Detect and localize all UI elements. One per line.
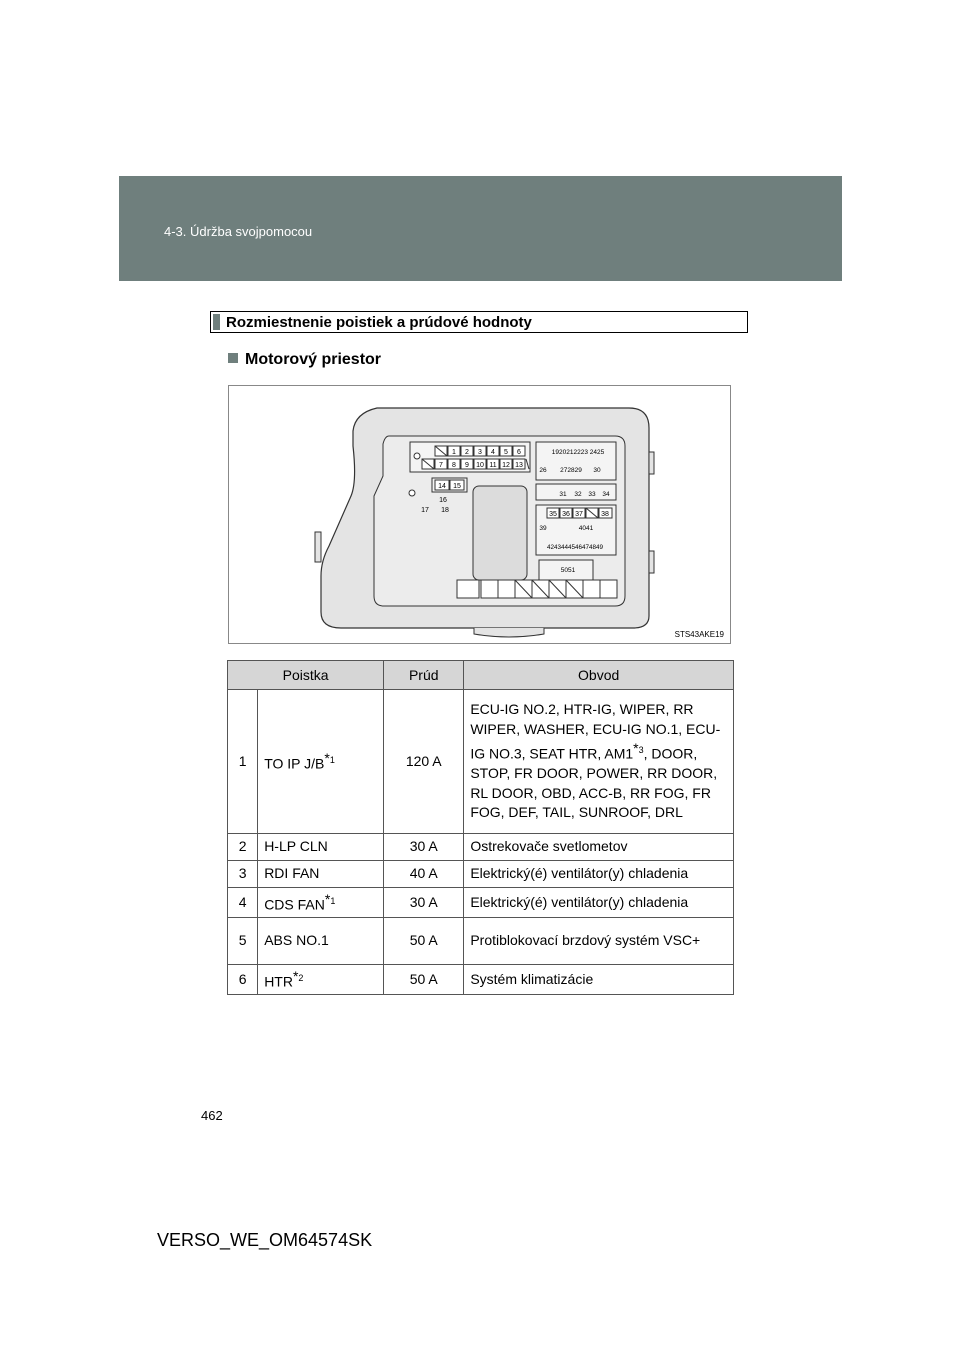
fuse-no: 6 xyxy=(228,965,258,995)
fuse-name xyxy=(258,965,384,995)
fuse-no: 4 xyxy=(228,888,258,918)
fuse-19-25: 1920212223 2425 xyxy=(551,449,605,456)
fuse-8: 8 xyxy=(452,462,456,469)
fuse-40-41: 4041 xyxy=(578,525,594,532)
footnote-number: 3 xyxy=(638,745,644,756)
circuit-text-a: ECU-IG NO.2, HTR-IG, WIPER, RR WIPER, WASHER, ECU-IG NO.1, ECU-IG NO.3, SEAT HTR, AM1 xyxy=(470,701,721,762)
fuse-14: 14 xyxy=(438,483,446,490)
fuse-50-51: 5051 xyxy=(560,567,576,574)
footnote-number: 1 xyxy=(329,754,335,765)
document-id: VERSO_WE_OM64574SK xyxy=(157,1230,373,1250)
fuse-name-text: CDS FAN xyxy=(264,896,325,913)
fuse-30: 30 xyxy=(593,467,601,474)
fuse-34: 34 xyxy=(602,491,610,498)
table-row xyxy=(228,888,734,918)
fuse-current: 40 A xyxy=(384,861,464,888)
fuse-name: ABS NO.1 xyxy=(258,918,384,965)
fuse-5: 5 xyxy=(504,449,508,456)
fuse-9: 9 xyxy=(465,462,469,469)
section-label: 4-3. Údržba svojpomocou xyxy=(164,224,313,239)
fuse-37: 37 xyxy=(575,511,583,518)
footnote-star: * xyxy=(633,740,639,757)
fuse-15: 15 xyxy=(453,483,461,490)
fuse-1: 1 xyxy=(452,449,456,456)
fuse-name-text: HTR xyxy=(264,973,293,990)
fuse-2: 2 xyxy=(465,449,469,456)
fuse-27-29: 272829 xyxy=(560,467,582,474)
table-row xyxy=(228,834,734,861)
fuse-6: 6 xyxy=(517,449,521,456)
fuse-name-text: TO IP J/B xyxy=(264,755,325,772)
fuse-18: 18 xyxy=(441,507,449,514)
footnote-number: 2 xyxy=(298,973,304,984)
table-row xyxy=(228,918,734,965)
fuse-no: 1 xyxy=(228,690,258,834)
footnote-star: * xyxy=(324,891,331,907)
fuse-name xyxy=(258,888,384,918)
fuse-name: H-LP CLN xyxy=(258,834,384,861)
fuse-circuit: Protiblokovací brzdový systém VSC+ xyxy=(464,918,734,965)
fuse-box-figure xyxy=(228,385,731,644)
table-header-row xyxy=(228,661,734,690)
square-bullet-icon xyxy=(228,353,238,363)
fuse-31: 31 xyxy=(559,491,567,498)
fuse-38: 38 xyxy=(601,511,609,518)
subheading-text: Motorový priestor xyxy=(245,351,382,368)
fuse-12: 12 xyxy=(502,462,510,469)
fuse-33: 33 xyxy=(588,491,596,498)
fuse-3: 3 xyxy=(478,449,482,456)
fuse-7: 7 xyxy=(439,462,443,469)
fuse-circuit: Elektrický(é) ventilátor(y) chladenia xyxy=(464,888,734,918)
fuse-36: 36 xyxy=(562,511,570,518)
header-fuse: Poistka xyxy=(228,661,384,690)
footnote-number: 1 xyxy=(330,896,336,906)
fuse-no: 5 xyxy=(228,918,258,965)
fuse-11: 11 xyxy=(489,462,497,469)
fuse-circuit xyxy=(464,690,734,834)
fuse-current: 50 A xyxy=(384,965,464,995)
fuse-current: 30 A xyxy=(384,888,464,918)
fuse-16: 16 xyxy=(439,497,447,504)
fuse-table xyxy=(227,660,734,995)
subheading xyxy=(228,351,381,369)
fuse-no: 3 xyxy=(228,861,258,888)
fuse-4: 4 xyxy=(491,449,495,456)
fuse-32: 32 xyxy=(574,491,582,498)
fuse-35: 35 xyxy=(549,511,557,518)
circuit-text-b: , DOOR, STOP, FR DOOR, POWER, RR DOOR, RL DOOR, OBD, ACC-B, RR FOG, FR FOG, DEF, TAIL, SUNROOF, DRL xyxy=(470,745,718,821)
table-row xyxy=(228,690,734,834)
fuse-no: 2 xyxy=(228,834,258,861)
section-title-box xyxy=(210,311,748,333)
fuse-current: 120 A xyxy=(384,690,464,834)
header-circuit: Obvod xyxy=(464,661,734,690)
header-current: Prúd xyxy=(384,661,464,690)
fuse-13: 13 xyxy=(515,462,523,469)
fuse-42-49: 4243444546474849 xyxy=(546,544,604,551)
chapter-header xyxy=(119,176,842,281)
table-row xyxy=(228,861,734,888)
footnote-star: * xyxy=(292,968,299,985)
fuse-39: 39 xyxy=(539,525,547,532)
fuse-26: 26 xyxy=(539,467,547,474)
section-title: Rozmiestnenie poistiek a prúdové hodnoty xyxy=(226,314,532,331)
fuse-10: 10 xyxy=(476,462,484,469)
fuse-name: RDI FAN xyxy=(258,861,384,888)
fuse-current: 50 A xyxy=(384,918,464,965)
fuse-17: 17 xyxy=(421,507,429,514)
figure-code: STS43AKE19 xyxy=(674,630,724,639)
fuse-circuit: Elektrický(é) ventilátor(y) chladenia xyxy=(464,861,734,888)
fuse-circuit: Ostrekovače svetlometov xyxy=(464,834,734,861)
footnote-star: * xyxy=(324,749,330,766)
fuse-box-diagram xyxy=(229,386,732,645)
table-row xyxy=(228,965,734,995)
fuse-circuit: Systém klimatizácie xyxy=(464,965,734,995)
page-number: 462 xyxy=(201,1108,223,1123)
title-marker xyxy=(213,314,220,330)
fuse-name xyxy=(258,690,384,834)
fuse-current: 30 A xyxy=(384,834,464,861)
